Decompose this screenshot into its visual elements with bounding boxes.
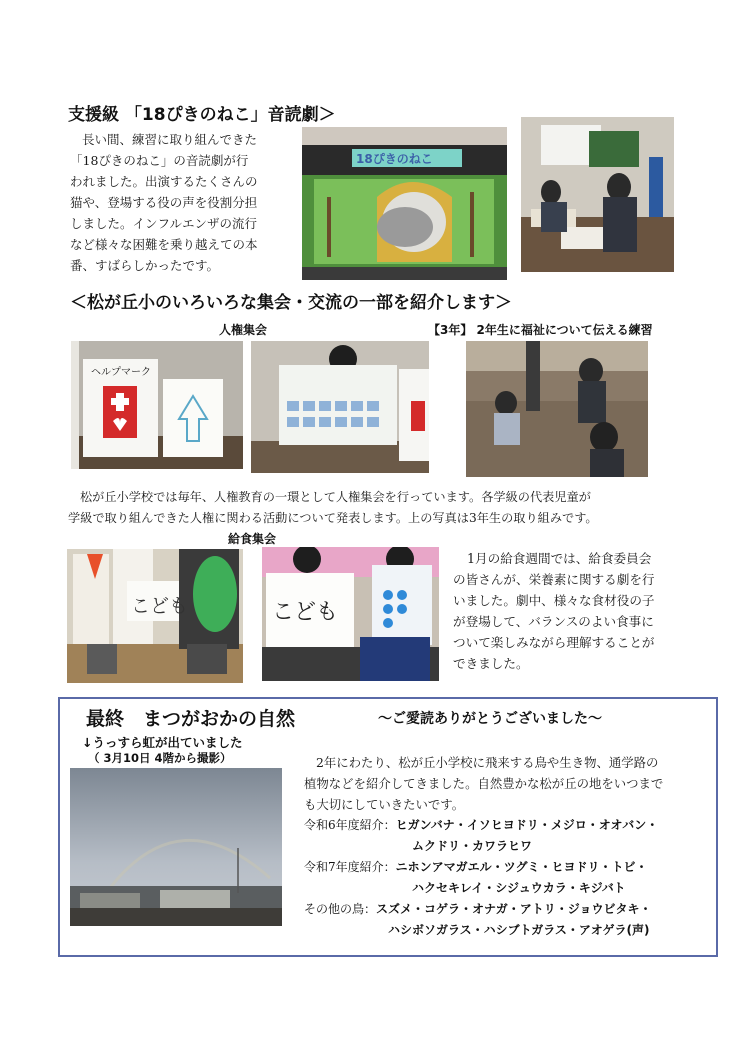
text-line: いました。劇中、様々な食材役の子 [453, 593, 655, 608]
lunch-assembly-label: 給食集会 [228, 532, 277, 546]
bird-names-line: スズメ・コゲラ・オナガ・アトリ・ジョウビタキ・ [376, 902, 652, 916]
nature-column-thanks: ～ご愛読ありがとうございました～ [378, 711, 602, 727]
photo-lunch-assembly-2 [262, 547, 439, 681]
text-line: 植物などを紹介してきました。自然豊かな松が丘の地をいつまで [304, 776, 664, 791]
bird-list-r7-cont [412, 878, 626, 899]
text-line: できました。 [453, 656, 529, 671]
bird-list-label: 令和7年度紹介： [304, 860, 396, 874]
bird-names-line: ムクドリ・カワラヒワ [412, 839, 533, 853]
photo-classroom [521, 117, 674, 272]
text-line: われました。出演するたくさんの [70, 174, 258, 189]
photo-welfare-practice [466, 341, 648, 477]
text-line: しました。インフルエンザの流行 [70, 216, 258, 231]
help-mark-text: ヘルプマーク [91, 367, 151, 378]
section-heading-assemblies: ＜松が丘小のいろいろな集会・交流の一部を紹介します＞ [70, 293, 512, 313]
text-line: など様々な困難を乗り越えての本 [70, 237, 258, 252]
photo-rainbow [70, 768, 282, 926]
text-line: 長い間、練習に取り組んできた [82, 132, 258, 147]
bird-list-r6-cont [412, 836, 532, 857]
bird-list-other-cont [388, 920, 650, 941]
rainbow-caption: ↓うっすら虹が出ていました [82, 735, 243, 750]
kodomo-card-2: こども [272, 600, 339, 625]
text-line: 1月の給食週間では、給食委員会 [467, 551, 652, 566]
bird-list-label: 令和6年度紹介： [304, 818, 396, 832]
stage-sign-text: 18ぴきのねこ [356, 152, 433, 166]
section-heading-support-class: 支援級 「18ぴきのねこ」音読劇＞ [68, 105, 336, 125]
lunch-paragraph [453, 548, 683, 674]
bird-names-line: ニホンアマガエル・ツグミ・ヒヨドリ・トビ・ [395, 860, 648, 874]
photo-lunch-assembly-1 [67, 549, 243, 683]
welfare-practice-label: 【3年】 2年生に福祉について伝える練習 [428, 323, 653, 337]
human-rights-paragraph [68, 487, 688, 529]
text-line: 番、すばらしかったです。 [70, 258, 220, 273]
photo-rights-poster [251, 341, 429, 473]
text-line: 学級で取り組んできた人権に関わる活動について発表します。上の写真は3年生の取り組みです。 [68, 511, 598, 525]
text-line: 2年にわたり、松が丘小学校に飛来する鳥や生き物、通学路の [316, 755, 659, 770]
nature-column-title: 最終 まつがおかの自然 [86, 708, 296, 730]
bird-list-r6 [304, 815, 658, 836]
photo-stage-play [302, 127, 507, 280]
human-rights-label: 人権集会 [219, 323, 268, 337]
nature-column-paragraph [304, 752, 714, 815]
text-line: も大切にしていきたいです。 [304, 797, 465, 812]
kodomo-card-1: こども [131, 595, 189, 617]
text-line: 「18ぴきのねこ」の音読劇が行 [70, 153, 249, 168]
bird-names-line: ハクセキレイ・シジュウカラ・キジバト [412, 881, 626, 895]
rainbow-date: （ 3月10日 4階から撮影） [88, 751, 232, 765]
bird-list-label: その他の鳥： [304, 902, 377, 916]
text-line: ついて楽しみながら理解することが [453, 635, 655, 650]
bird-names-line: ヒガンバナ・イソヒヨドリ・メジロ・オオバン・ [395, 818, 659, 832]
bird-names-line: ハシボソガラス・ハシブトガラス・アオゲラ(声) [388, 923, 650, 937]
text-line: が登場して、バランスのよい食事に [453, 614, 654, 629]
photo-help-mark [71, 341, 243, 469]
text-line: 猫や、登場する役の声を役割分担 [70, 195, 258, 210]
bird-list-r7 [304, 857, 648, 878]
text-line: 松が丘小学校では毎年、人権教育の一環として人権集会を行っています。各学級の代表児童が [80, 490, 591, 504]
support-class-text [70, 129, 285, 276]
text-line: の皆さんが、栄養素に関する劇を行 [453, 572, 655, 587]
bird-list-other [304, 899, 652, 920]
